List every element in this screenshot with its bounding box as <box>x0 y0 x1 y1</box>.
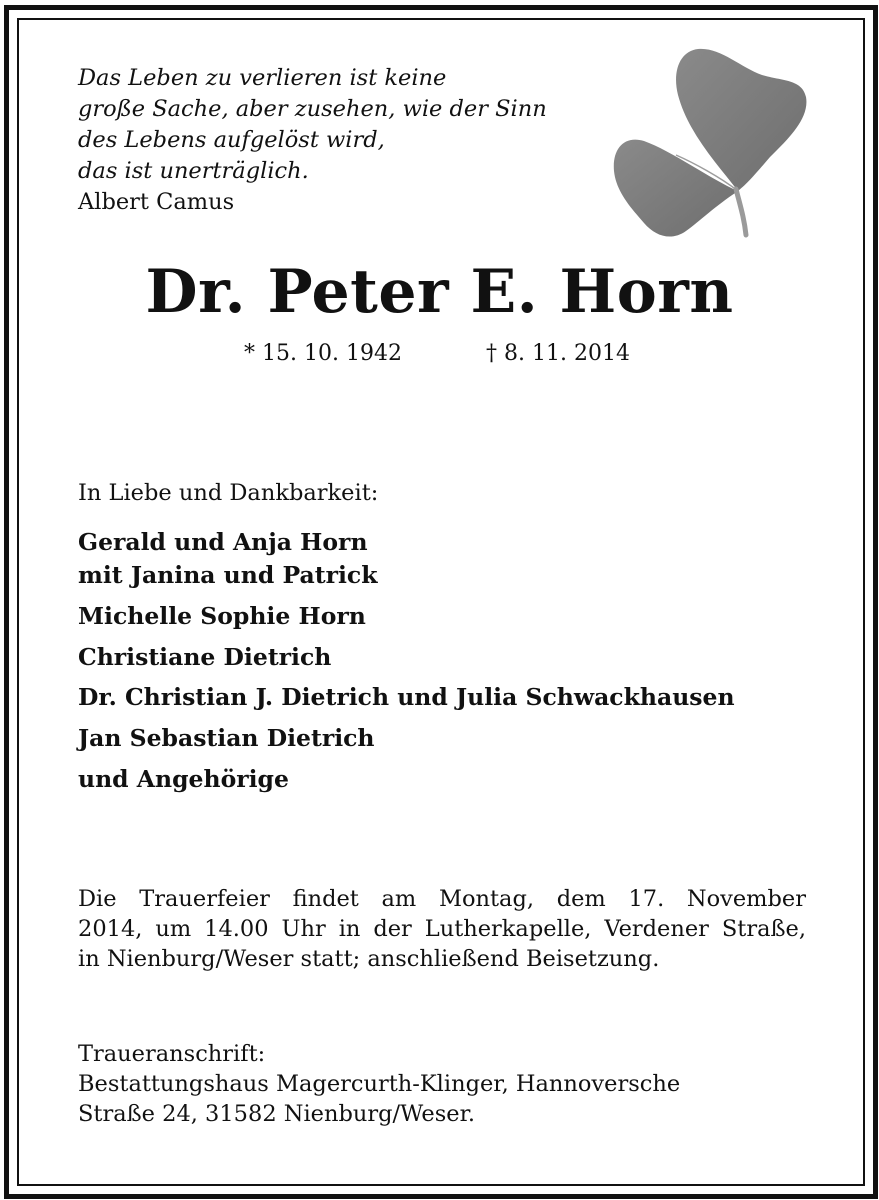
funeral-service-info <box>78 884 806 974</box>
mourner-line: Jan Sebastian Dietrich <box>78 724 375 752</box>
mourner-line: Christiane Dietrich <box>78 643 332 671</box>
quote-line: das ist unerträglich. <box>78 158 309 184</box>
quote-author: Albert Camus <box>78 189 235 215</box>
deceased-name: Dr. Peter E. Horn <box>145 257 734 327</box>
quote-line: des Lebens aufgelöst wird, <box>78 127 385 153</box>
ginkgo-leaf-icon <box>610 45 810 240</box>
address-line: Bestattungshaus Magercurth-Klinger, Hannoversche <box>78 1071 681 1097</box>
quote-line: Das Leben zu verlieren ist keine <box>78 65 447 91</box>
mourner-line: mit Janina und Patrick <box>78 561 378 589</box>
ceremony-line: Die Trauerfeier findet am Montag, dem 17. November <box>78 886 806 912</box>
birth-date: * 15. 10. 1942 <box>244 341 402 366</box>
death-date: † 8. 11. 2014 <box>486 341 630 366</box>
address-line: Straße 24, 31582 Nienburg/Weser. <box>78 1101 476 1127</box>
mourner-line: Dr. Christian J. Dietrich und Julia Schwackhausen <box>78 683 735 711</box>
mourner-line: Gerald und Anja Horn <box>78 528 368 556</box>
quote-line: große Sache, aber zusehen, wie der Sinn <box>78 96 547 122</box>
mourning-address <box>78 1039 680 1129</box>
address-label: Traueranschrift: <box>78 1041 266 1067</box>
ceremony-line: 2014, um 14.00 Uhr in der Lutherkapelle, Verdener Straße, <box>78 916 806 942</box>
mourners-intro: In Liebe und Dankbarkeit: <box>78 480 379 506</box>
ceremony-line: in Nienburg/Weser statt; anschließend Beisetzung. <box>78 946 660 972</box>
epigraph-quote <box>78 63 618 218</box>
mourner-line: Michelle Sophie Horn <box>78 602 366 630</box>
mourner-line: und Angehörige <box>78 765 289 793</box>
